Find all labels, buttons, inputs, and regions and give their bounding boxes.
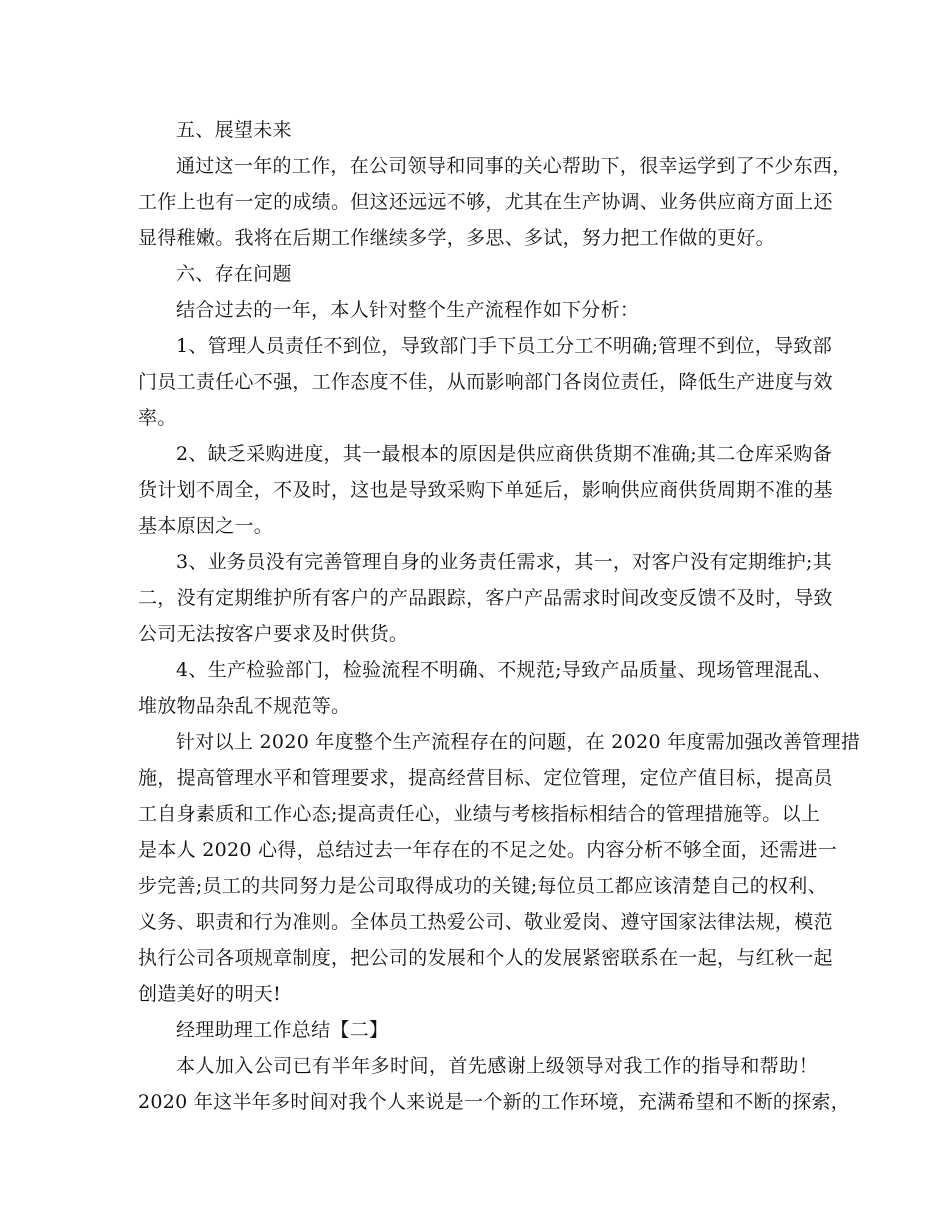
text-line: 义务、职责和行为准则。全体员工热爱公司、敬业爱岗、遵守国家法律法规，模范	[138, 911, 833, 933]
text-line: 2、缺乏采购进度，其一最根本的原因是供应商供货期不准确;其二仓库采购备	[176, 443, 832, 465]
text-line: 是本人 2020 心得，总结过去一年存在的不足之处。内容分析不够全面，还需进一	[138, 839, 838, 861]
text-line: 步完善;员工的共同努力是公司取得成功的关键;每位员工都应该清楚自己的权利、	[138, 875, 827, 897]
text-line: 二，没有定期维护所有客户的产品跟踪，客户产品需求时间改变反馈不及时，导致	[138, 587, 833, 609]
text-line: 堆放物品杂乱不规范等。	[138, 695, 351, 717]
text-line: 工自身素质和工作心态;提高责任心，业绩与考核指标相结合的管理措施等。以上	[138, 803, 821, 825]
text-line: 基本原因之一。	[138, 515, 274, 537]
text-line: 五、展望未来	[176, 119, 292, 141]
text-line: 显得稚嫩。我将在后期工作继续多学，多思、多试，努力把工作做的更好。	[138, 227, 775, 249]
text-line: 施，提高管理水平和管理要求，提高经营目标、定位管理，定位产值目标，提高员	[138, 767, 833, 789]
text-line: 经理助理工作总结【二】	[176, 1019, 389, 1041]
text-line: 创造美好的明天!	[138, 983, 282, 1005]
text-line: 结合过去的一年，本人针对整个生产流程作如下分析：	[176, 299, 640, 321]
text-line: 率。	[138, 407, 177, 429]
text-line: 货计划不周全，不及时，这也是导致采购下单延后，影响供应商供货周期不准的基	[138, 479, 833, 501]
text-line: 2020 年这半年多时间对我个人来说是一个新的工作环境，充满希望和不断的探索，	[138, 1091, 851, 1113]
text-line: 3、业务员没有完善管理自身的业务责任需求，其一，对客户没有定期维护;其	[176, 551, 832, 573]
text-line: 六、存在问题	[176, 263, 292, 285]
text-line: 针对以上 2020 年度整个生产流程存在的问题，在 2020 年度需加强改善管理措	[176, 731, 861, 753]
text-line: 公司无法按客户要求及时供货。	[138, 623, 409, 645]
text-line: 4、生产检验部门，检验流程不明确、不规范;导致产品质量、现场管理混乱、	[176, 659, 832, 681]
text-line: 门员工责任心不强，工作态度不佳，从而影响部门各岗位责任，降低生产进度与效	[138, 371, 833, 393]
text-line: 执行公司各项规章制度，把公司的发展和个人的发展紧密联系在一起，与红秋一起	[138, 947, 833, 969]
text-line: 1、管理人员责任不到位，导致部门手下员工分工不明确;管理不到位，导致部	[176, 335, 832, 357]
text-line: 通过这一年的工作，在公司领导和同事的关心帮助下，很幸运学到了不少东西，	[176, 155, 852, 177]
text-line: 工作上也有一定的成绩。但这还远远不够，尤其在生产协调、业务供应商方面上还	[138, 191, 833, 213]
text-line: 本人加入公司已有半年多时间，首先感谢上级领导对我工作的指导和帮助！	[176, 1055, 818, 1077]
